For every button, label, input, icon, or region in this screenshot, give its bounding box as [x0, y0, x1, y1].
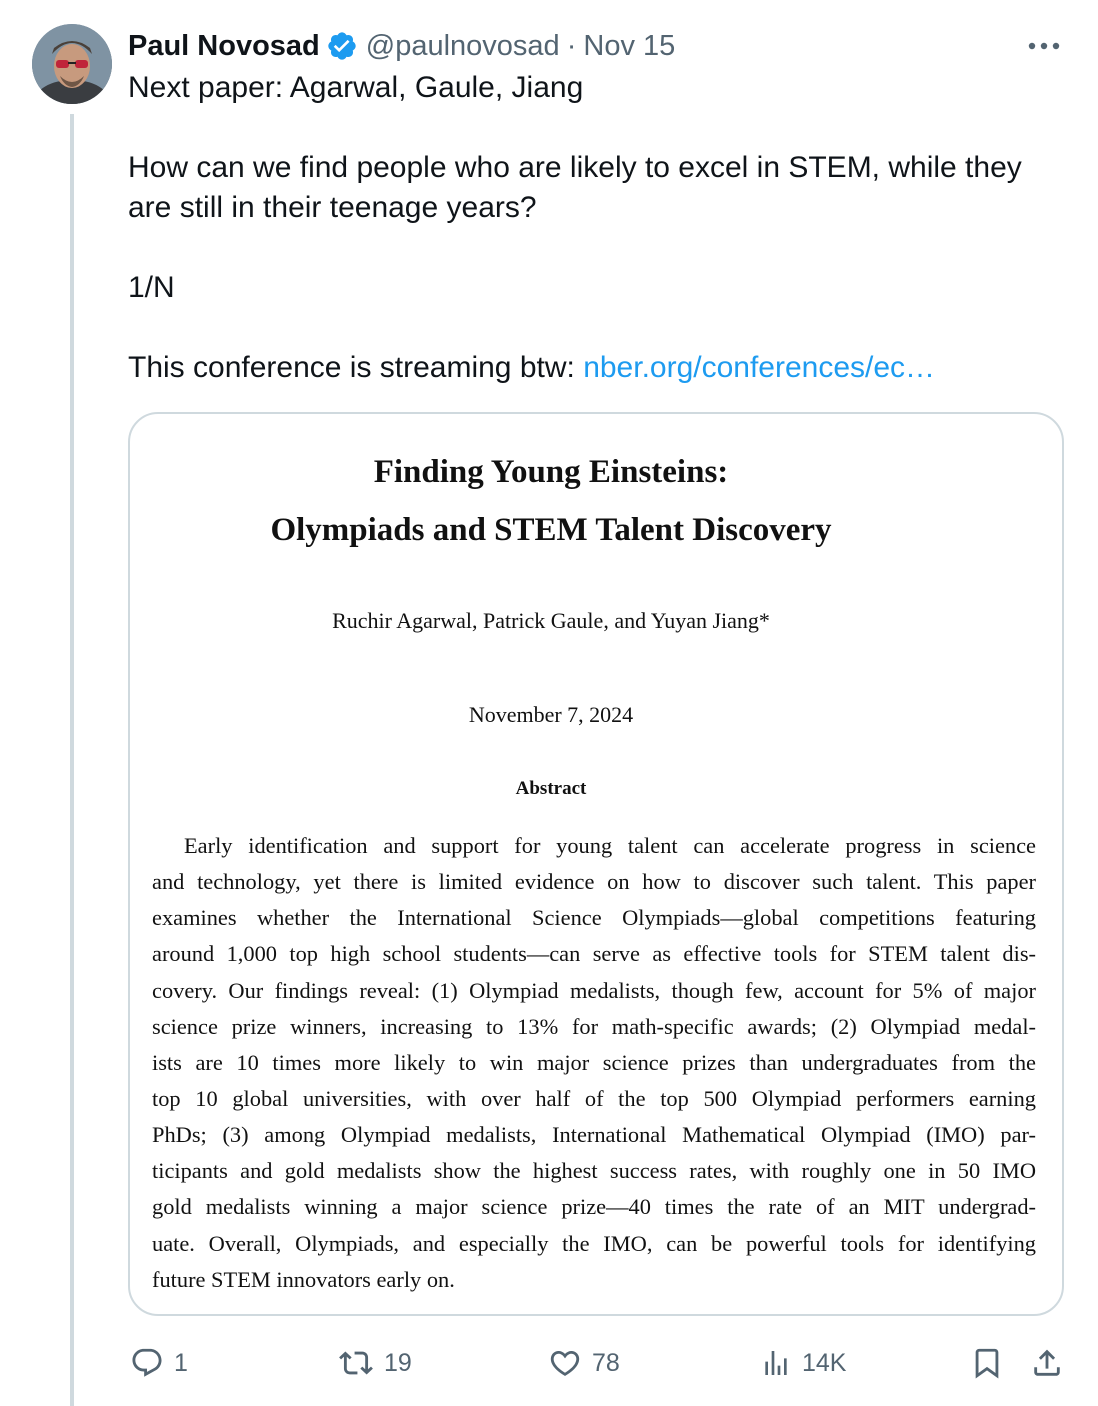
views-icon	[760, 1346, 792, 1380]
abstract-line: ists are 10 times more likely to win major science prizes than undergraduates from the	[152, 1049, 1036, 1075]
abstract-line: covery. Our findings reveal: (1) Olympiad medalists, though few, account for 5% of major	[152, 977, 1036, 1003]
more-options-icon[interactable]	[1024, 30, 1064, 62]
reply-icon	[130, 1346, 164, 1380]
abstract-body	[152, 828, 1036, 1298]
repost-button[interactable]	[338, 1340, 412, 1386]
verified-badge-icon[interactable]	[326, 30, 358, 62]
views-count: 14K	[802, 1348, 847, 1377]
abstract-line: around 1,000 top high school students—can serve as effective tools for STEM talent dis-	[152, 941, 1036, 967]
tweet-line-1: Next paper: Agarwal, Gaule, Jiang	[128, 71, 584, 104]
abstract-line: gold medalists winning a major science prize—40 times the rate of an MIT undergrad-	[152, 1194, 1036, 1220]
avatar-image	[32, 24, 112, 104]
abstract-line: Early identification and support for young talent can accelerate progress in science	[184, 833, 1036, 858]
tweet-header	[128, 26, 1068, 66]
tweet-line-2: How can we find people who are likely to excel in STEM, while they are still in their teenage years?	[128, 151, 1022, 224]
paper-date: November 7, 2024	[468, 702, 634, 727]
conference-link[interactable]: nber.org/conferences/ec…	[583, 351, 936, 384]
separator-dot: ·	[566, 29, 577, 62]
abstract-line: ticipants and gold medalists show the highest success rates, with roughly one in 50 IMO	[152, 1158, 1036, 1184]
abstract-line: PhDs; (3) among Olympiad medalists, International Mathematical Olympiad (IMO) par-	[152, 1122, 1036, 1148]
abstract-heading: Abstract	[515, 778, 587, 799]
like-icon	[548, 1346, 582, 1380]
paper-title-line-1: Finding Young Einsteins:	[373, 454, 729, 490]
author-avatar[interactable]	[32, 24, 112, 104]
paper-image-card[interactable]	[128, 412, 1064, 1316]
tweet-date[interactable]: Nov 15	[583, 29, 676, 62]
abstract-line: science prize winners, increasing to 13% for math-specific awards; (2) Olympiad medal-	[152, 1013, 1036, 1039]
repost-count: 19	[384, 1348, 412, 1377]
reply-button[interactable]	[130, 1340, 188, 1386]
abstract-line: and technology, yet there is limited evidence on how to discover such talent. This paper	[152, 869, 1036, 895]
paper-authors: Ruchir Agarwal, Patrick Gaule, and Yuyan Jiang*	[332, 608, 770, 633]
bookmark-icon	[970, 1346, 1004, 1380]
tweet-line-3: 1/N	[128, 271, 175, 304]
views-button[interactable]	[760, 1340, 846, 1386]
tweet-line-4-prefix: This conference is streaming btw:	[128, 351, 584, 384]
reply-count: 1	[174, 1348, 188, 1377]
abstract-line: top 10 global universities, with over half of the top 500 Olympiad performers earning	[152, 1085, 1036, 1111]
bookmark-button[interactable]	[970, 1340, 1004, 1386]
share-button[interactable]	[1030, 1340, 1064, 1386]
like-button[interactable]	[548, 1340, 620, 1386]
tweet-actions	[128, 1340, 1068, 1386]
tweet-line-4	[128, 348, 1068, 388]
abstract-line: uate. Overall, Olympiads, and especially the IMO, can be powerful tools for identifying	[152, 1230, 1036, 1256]
paper-title-line-2: Olympiads and STEM Talent Discovery	[270, 512, 832, 548]
repost-icon	[338, 1346, 374, 1380]
share-icon	[1030, 1346, 1064, 1380]
like-count: 78	[592, 1348, 620, 1377]
tweet-text	[128, 68, 1068, 388]
abstract-line: future STEM innovators early on.	[152, 1266, 455, 1292]
author-name[interactable]: Paul Novosad	[128, 29, 320, 62]
abstract-line: examines whether the International Science Olympiads—global competitions featuring	[152, 905, 1036, 931]
author-handle[interactable]: @paulnovosad	[365, 29, 560, 62]
thread-line	[70, 114, 74, 1406]
